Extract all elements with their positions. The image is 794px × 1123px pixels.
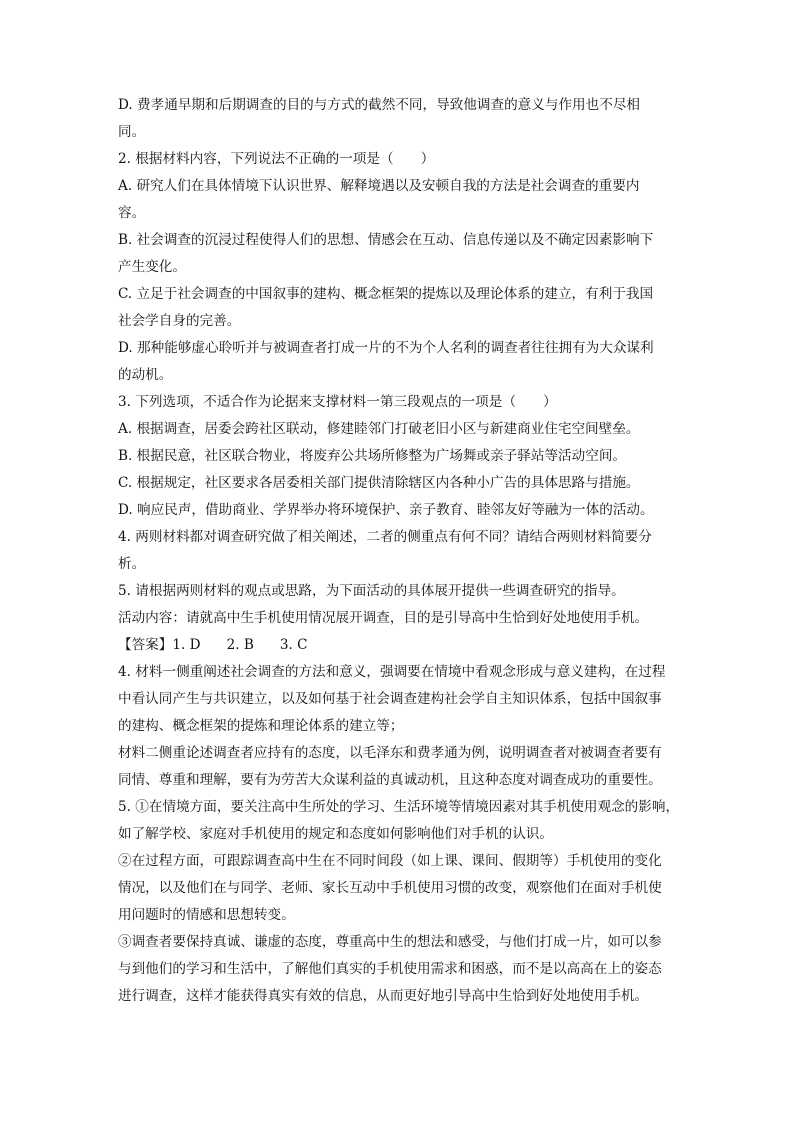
question-5: 5. 请根据两则材料的观点或思路，为下面活动的具体展开提供一些调查研究的指导。 — [118, 583, 625, 599]
answer-item: 2. B — [226, 637, 254, 653]
option-a: A. 研究人们在具体情境下认识世界、解释境遇以及安顿自我的方法是社会调查的重要内 — [118, 178, 640, 194]
text-line: 同。 — [118, 124, 146, 140]
option-d: D. 那种能够虚心聆听并与被调查者打成一片的不为个人名利的调查者往往拥有为大众谋利 — [118, 340, 654, 356]
option-c: C. 立足于社会调查的中国叙事的建构、概念框架的提炼以及理论体系的建立，有利于我国 — [118, 286, 654, 302]
text-line: 的动机。 — [118, 367, 173, 383]
answer-text: 用问题时的情感和思想转变。 — [118, 907, 295, 923]
answer-line — [118, 632, 678, 659]
option-d: D. 响应民声，借助商业、学界举办将环境保护、亲子教育、睦邻友好等融为一体的活动。 — [118, 502, 654, 518]
answer-item: 1. D — [172, 637, 201, 653]
answer-text: 5. ①在情境方面，要关注高中生所处的学习、生活环境等情境因素对其手机使用观念的影响， — [118, 799, 680, 815]
text-line: 析。 — [118, 556, 146, 572]
question-4: 4. 两则材料都对调查研究做了相关阐述，二者的侧重点有何不同？请结合两则材料简要分 — [118, 529, 652, 545]
text-line: D. 费孝通早期和后期调查的目的与方式的截然不同，导致他调查的意义与作用也不尽相 — [118, 97, 641, 113]
answer-text: 材料二侧重论述调查者应持有的态度，以毛泽东和费孝通为例，说明调查者对被调查者要有 — [118, 745, 662, 761]
option-c: C. 根据规定，社区要求各居委相关部门提供清除辖区内各种小广告的具体思路与措施。 — [118, 475, 640, 491]
option-b: B. 社会调查的沉浸过程使得人们的思想、情感会在互动、信息传递以及不确定因素影响下 — [118, 232, 654, 248]
answer-text: 4. 材料一侧重阐述社会调查的方法和意义，强调要在情境中看观念形成与意义建构，在过程 — [118, 664, 666, 680]
answer-item: 3. C — [279, 637, 308, 653]
answer-label: 【答案】 — [118, 637, 173, 653]
answer-text: 同情、尊重和理解，要有为劳苦大众谋利益的真诚动机，且这种态度对调查成功的重要性。 — [118, 772, 662, 788]
answer-text: 与到他们的学习和生活中，了解他们真实的手机使用需求和困惑，而不是以高高在上的姿态 — [118, 961, 662, 977]
answer-text: 中看认同产生与共识建立，以及如何基于社会调查建构社会学自主知识体系，包括中国叙事 — [118, 691, 662, 707]
question-3: 3. 下列选项，不适合作为论据来支撑材料一第三段观点的一项是（ ） — [118, 394, 557, 410]
answer-text: ③调查者要保持真诚、谦虚的态度，尊重高中生的想法和感受，与他们打成一片，如可以参 — [118, 934, 662, 950]
option-b: B. 根据民意，社区联合物业，将废弃公共场所修整为广场舞或亲子驿站等活动空间。 — [118, 448, 627, 464]
text-line: 产生变化。 — [118, 259, 186, 275]
answer-text: 的建构、概念框架的提炼和理论体系的建立等； — [118, 718, 404, 734]
answer-text: 如了解学校、家庭对手机使用的规定和态度如何影响他们对手机的认识。 — [118, 826, 553, 842]
text-line: 社会学自身的完善。 — [118, 313, 241, 329]
text-line: 容。 — [118, 205, 146, 221]
answer-text: ②在过程方面，可跟踪调查高中生在不同时间段（如上课、课间、假期等）手机使用的变化 — [118, 853, 662, 869]
document-page — [118, 92, 678, 1010]
option-a: A. 根据调查，居委会跨社区联动，修建睦邻门打破老旧小区与新建商业住宅空间壁垒。 — [118, 421, 640, 437]
answer-text: 进行调查，这样才能获得真实有效的信息，从而更好地引导高中生恰到好处地使用手机。 — [118, 988, 649, 1004]
question-2: 2. 根据材料内容，下列说法不正确的一项是（ ） — [118, 151, 435, 167]
activity-content: 活动内容：请就高中生手机使用情况展开调查，目的是引导高中生恰到好处地使用手机。 — [118, 610, 649, 626]
answer-text: 情况，以及他们在与同学、老师、家长互动中手机使用习惯的改变，观察他们在面对手机使 — [118, 880, 662, 896]
